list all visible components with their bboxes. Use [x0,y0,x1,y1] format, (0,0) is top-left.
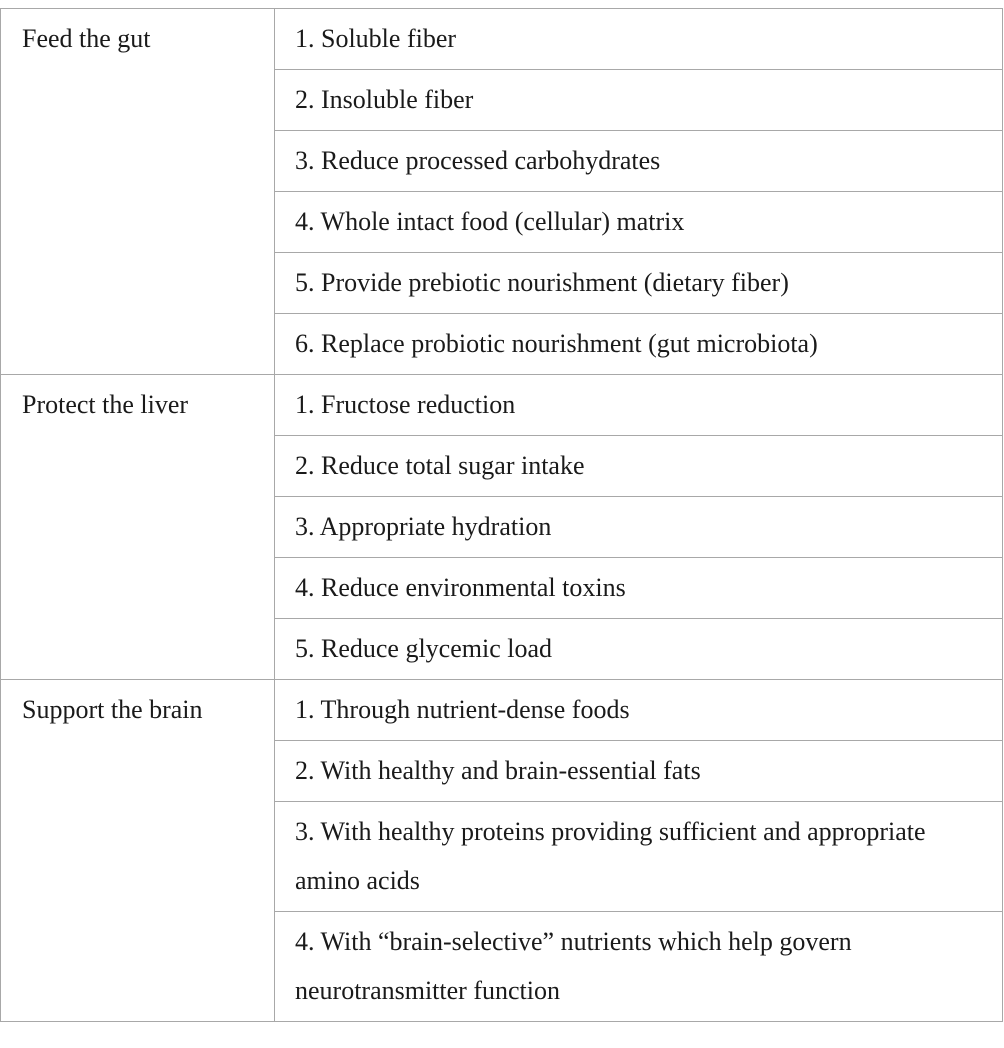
list-item: 2. With healthy and brain-essential fats [275,741,1003,802]
table-row [1,680,1003,741]
category-cell-support-the-brain: Support the brain [1,680,275,1022]
nutrition-strategy-table-container [0,8,1003,1022]
list-item: 6. Replace probiotic nourishment (gut microbiota) [275,314,1003,375]
category-cell-feed-the-gut: Feed the gut [1,9,275,375]
list-item: 1. Soluble fiber [275,9,1003,70]
list-item: 1. Fructose reduction [275,375,1003,436]
list-item: 2. Insoluble fiber [275,70,1003,131]
list-item: 4. With “brain-selective” nutrients which help govern neurotransmitter function [275,912,1003,1022]
list-item: 3. Reduce processed carbohydrates [275,131,1003,192]
list-item: 3. Appropriate hydration [275,497,1003,558]
list-item: 5. Reduce glycemic load [275,619,1003,680]
list-item: 1. Through nutrient-dense foods [275,680,1003,741]
table-row [1,9,1003,70]
list-item: 3. With healthy proteins providing sufficient and appropriate amino acids [275,802,1003,912]
list-item: 4. Reduce environmental toxins [275,558,1003,619]
list-item: 4. Whole intact food (cellular) matrix [275,192,1003,253]
table-row [1,375,1003,436]
nutrition-strategy-table [0,8,1003,1022]
list-item: 5. Provide prebiotic nourishment (dietary fiber) [275,253,1003,314]
list-item: 2. Reduce total sugar intake [275,436,1003,497]
category-cell-protect-the-liver: Protect the liver [1,375,275,680]
